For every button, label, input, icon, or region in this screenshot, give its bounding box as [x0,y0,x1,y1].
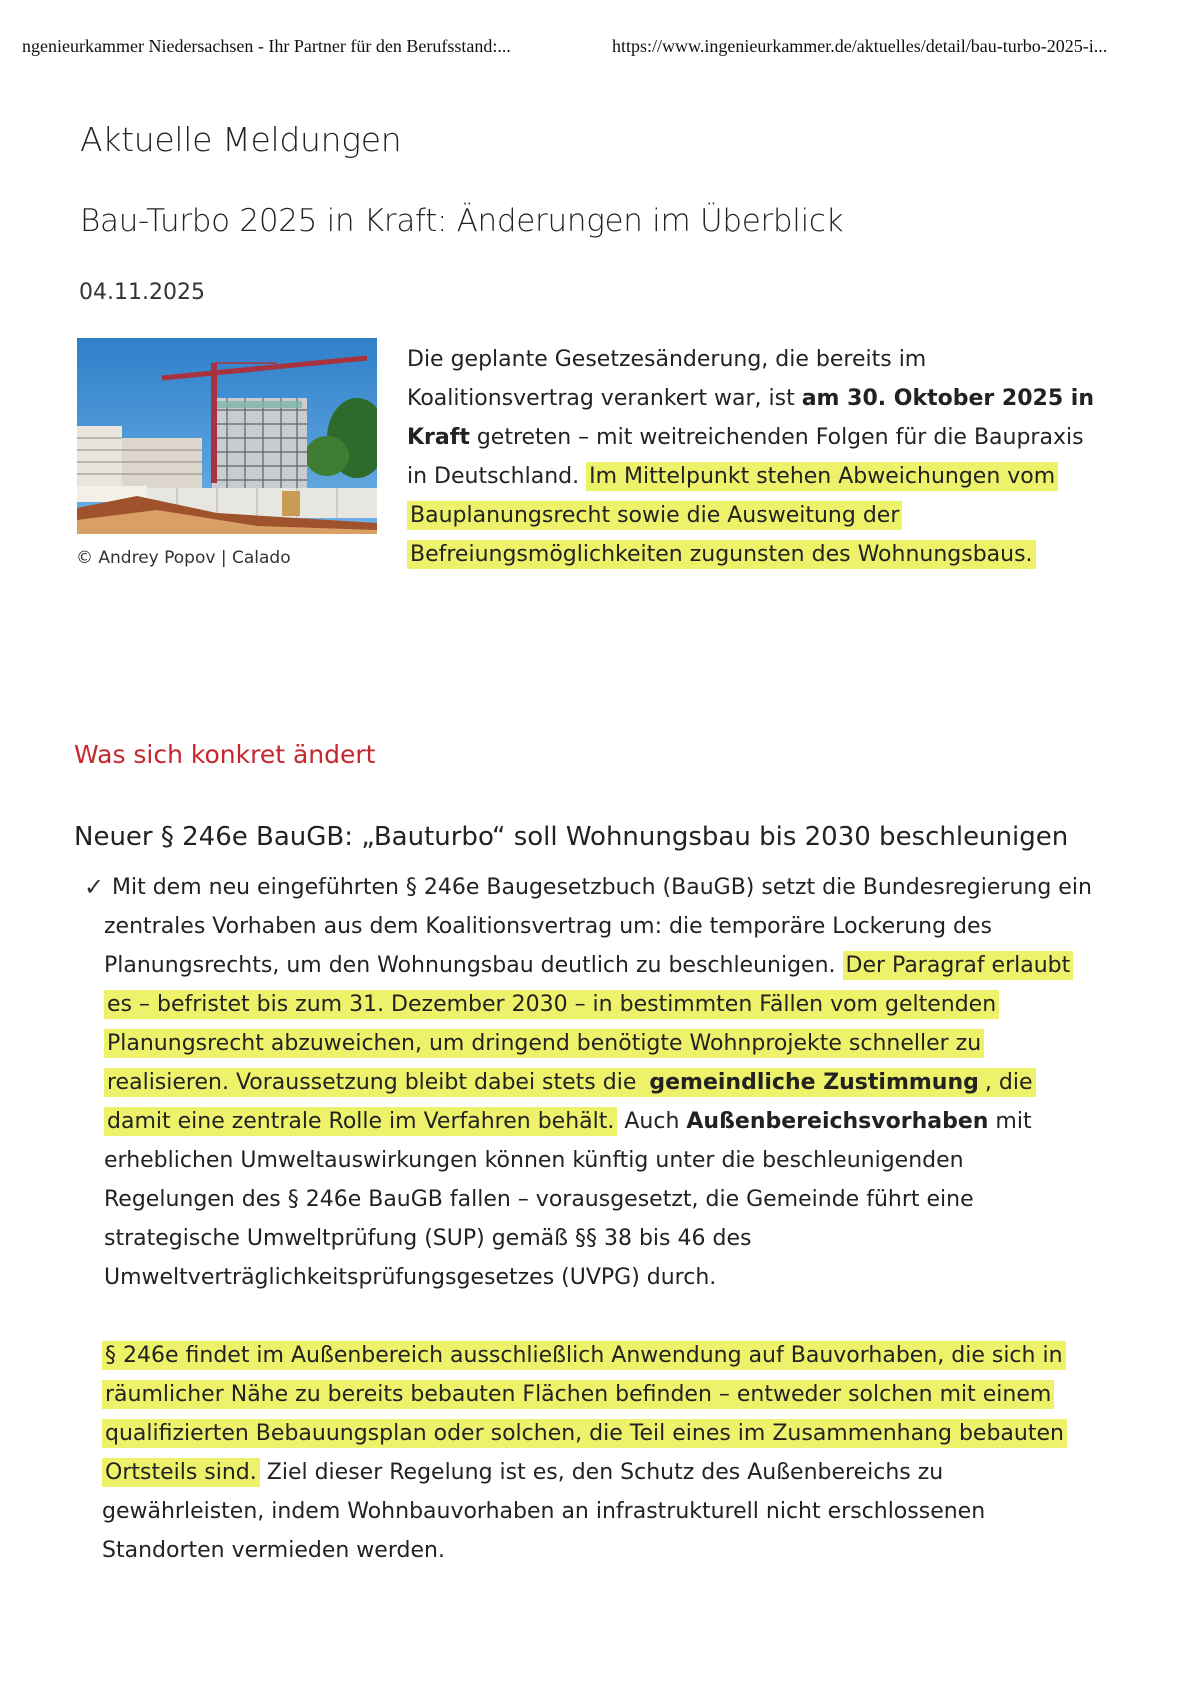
article-title: Bau-Turbo 2025 in Kraft: Änderungen im Überblick [80,203,844,239]
photo-caption: © Andrey Popov | Calado [76,548,291,568]
intro-text-2: getreten – mit weitreichenden Folgen für die Baupraxis in Deutschland. [407,425,1084,489]
intro-paragraph [407,340,1107,574]
section-title: Aktuelle Meldungen [80,120,402,159]
p1-bold: Außenbereichsvorhaben [686,1109,989,1134]
subsection-title: Was sich konkret ändert [74,740,376,769]
paragraph-1 [104,868,1094,1297]
p2-text: Ziel dieser Regelung ist es, den Schutz des Außenbereichs zu gewährleisten, indem Wohnbauvorhaben an infrastrukturell nicht erschlossenen Standorten vermieden werden. [102,1460,986,1563]
intro-text: Die geplante Gesetzesänderung, die bereits im Koalitionsvertrag verankert war, ist [407,347,927,411]
article-intro [407,340,1107,574]
p1-highlight-2: , die damit eine zentrale Rolle im Verfahren behält. [104,1068,1036,1136]
p1-highlight-bold-wrap [646,1068,982,1097]
print-page-title: ngenieurkammer Niedersachsen - Ihr Partner für den Berufsstand:... [22,36,511,56]
paragraph-2-text [102,1336,1092,1570]
p1-text-2: Auch [617,1109,687,1134]
p1-text: Mit dem neu eingeführten § 246e Baugesetzbuch (BauGB) setzt die Bundesregierung ein zentrales Vorhaben aus dem Koalitionsvertrag um: die temporäre Lockerung des Planungsrechts, um den Wohnungsbau deutlich zu beschleunigen. [104,875,1092,978]
construction-photo-icon [77,338,377,534]
print-page-url: https://www.ingenieurkammer.de/aktuelles/detail/bau-turbo-2025-i... [612,36,1108,56]
article-photo [77,338,377,534]
paragraph-1-text [104,868,1094,1297]
paragraph-2 [102,1336,1092,1570]
p2-highlight: § 246e findet im Außenbereich ausschließlich Anwendung auf Bauvorhaben, die sich in räumlicher Nähe zu bereits bebauten Flächen befinden – entweder solchen mit einem qualifizierten Bebauungsplan oder solchen, die Teil eines im Zusammenhang bebauten Ortsteils sind. [102,1341,1067,1487]
p1-text-3: mit erheblichen Umweltauswirkungen können künftig unter die beschleunigenden Regelungen des § 246e BauGB fallen – vorausgesetzt, die Gemeinde führt eine strategische Umweltprüfung (SUP) gemäß §§ 38 bis 46 des Umweltverträglichkeitsprüfungsgesetzes (UVPG) durch. [104,1109,1032,1290]
p1-highlight: Der Paragraf erlaubt es – befristet bis zum 31. Dezember 2030 – in bestimmten Fällen vom geltenden Planungsrecht abzuweichen, um dringend benötigte Wohnprojekte schneller zu realisieren. Voraussetzung bleibt dabei stets die [104,951,1073,1097]
intro-bold-date: am 30. Oktober 2025 in Kraft [407,386,1094,450]
p1-highlight-bold: gemeindliche Zustimmung [649,1070,979,1095]
intro-highlight: Im Mittelpunkt stehen Abweichungen vom Bauplanungsrecht sowie die Ausweitung der Befreiungsmöglichkeiten zugunsten des Wohnungsbaus. [407,462,1058,569]
article-date: 04.11.2025 [79,280,205,305]
checkmark-icon: ✓ [84,873,105,901]
subheading: Neuer § 246e BauGB: „Bauturbo“ soll Wohnungsbau bis 2030 beschleunigen [74,822,1069,852]
